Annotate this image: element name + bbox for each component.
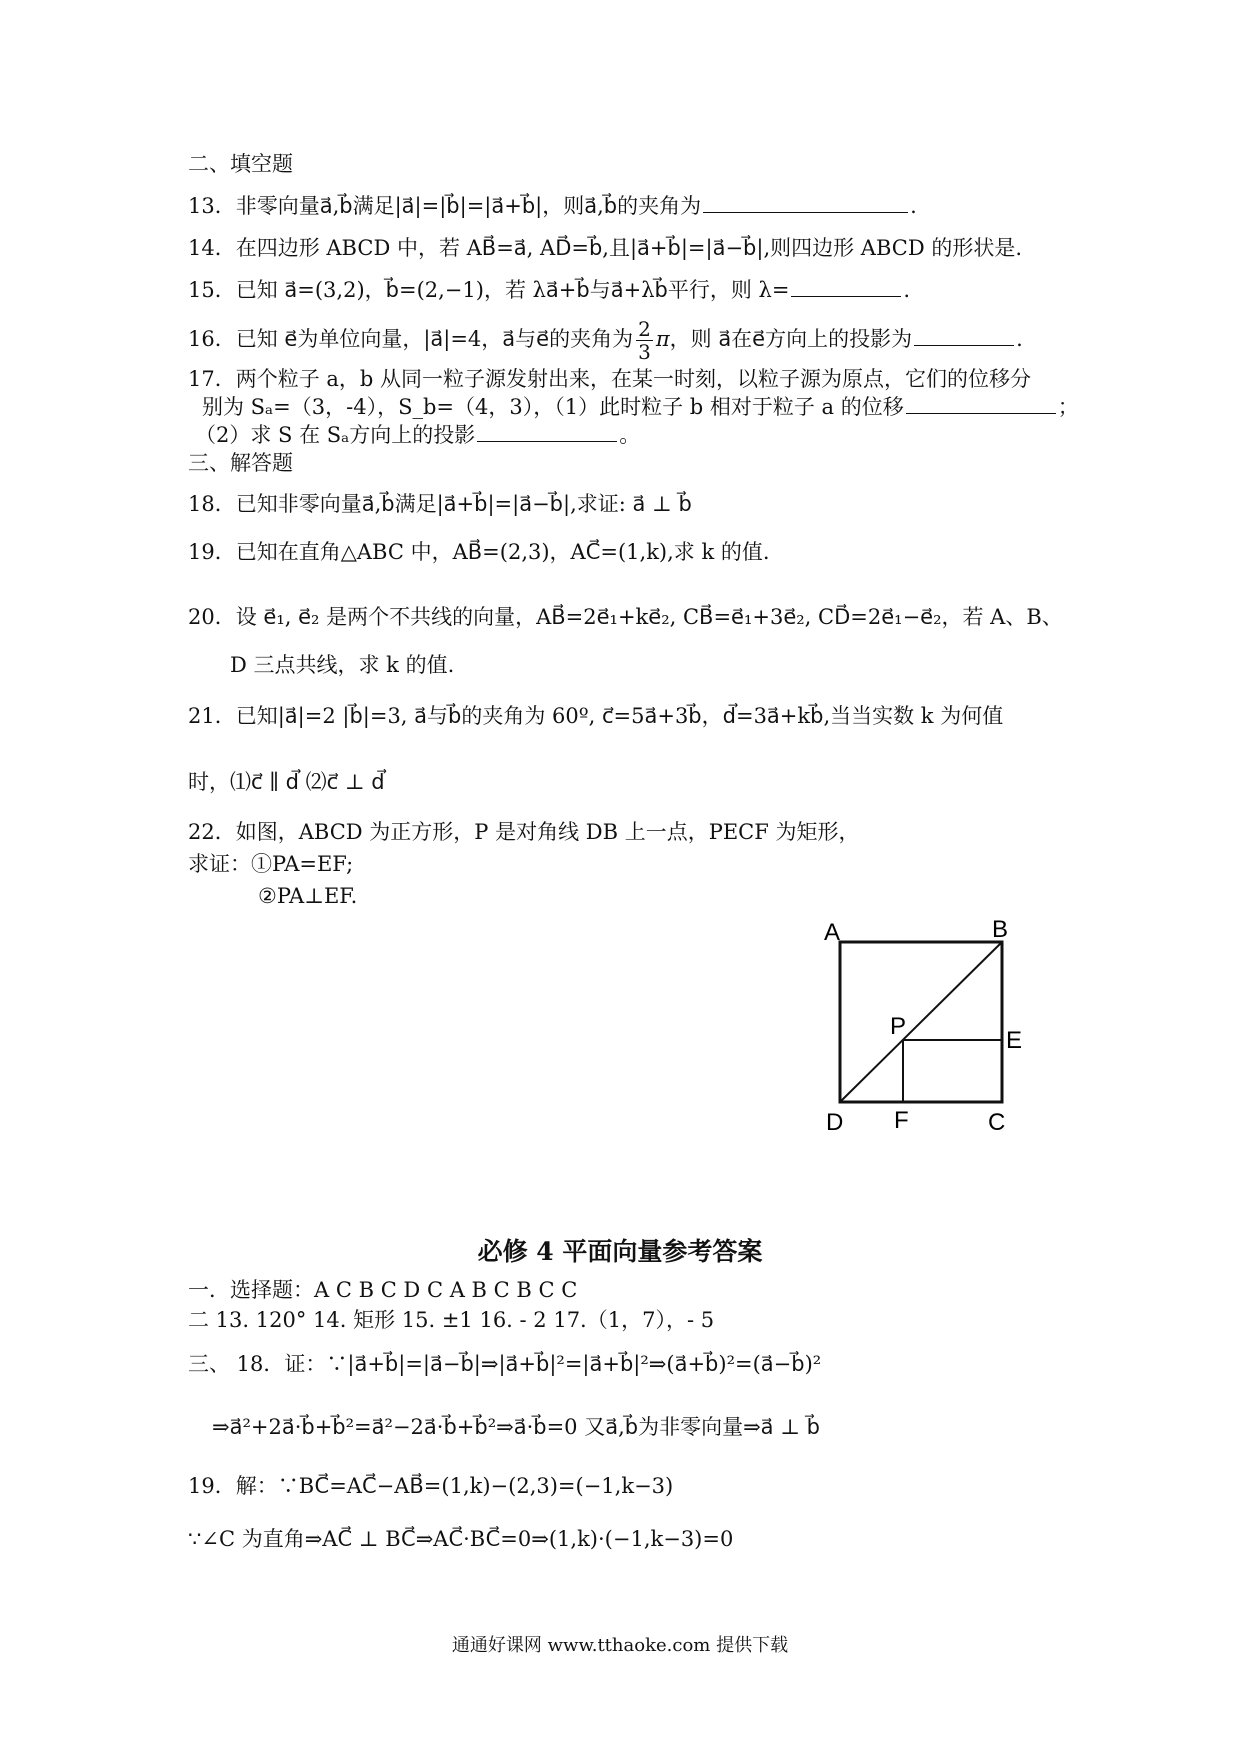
fraction-numerator: 2 <box>638 317 651 341</box>
question-19: 19．已知在直角△ABC 中，AB⃗=(2,3)，AC⃗=(1,k),求 k 的值. <box>188 540 770 564</box>
answers-line-4: ⇒a⃗²+2a⃗·b⃗+b⃗²=a⃗²−2a⃗·b⃗+b⃗²⇒a⃗·b⃗=0 又a⃗,b⃗为非零向量⇒a⃗ ⊥ b⃗ <box>212 1415 820 1439</box>
question-21-line-2: 时，⑴c⃗ ∥ d⃗ ⑵c⃗ ⊥ d⃗ <box>188 770 385 794</box>
question-17-line-2-text: 别为 Sₐ=（3，-4），S_b=（4，3），（1）此时粒子 b 相对于粒子 a 的位移 <box>202 395 904 419</box>
section2-heading: 二、填空题 <box>188 152 293 176</box>
label-f: F <box>894 1107 909 1134</box>
answers-line-2: 二 13. 120° 14. 矩形 15. ±1 16. - 2 17.（1，7），- 5 <box>188 1308 715 1332</box>
question-15-text: 15．已知 a⃗=(3,2)，b⃗=(2,−1)，若 λa⃗+b⃗与a⃗+λb⃗平行，则 λ= <box>188 278 790 302</box>
diagonal-db <box>840 942 1002 1102</box>
answers-line-3: 三、 18．证：∵|a⃗+b⃗|=|a⃗−b⃗|⇒|a⃗+b⃗|²=|a⃗+b⃗|²⇒(a⃗+b⃗)²=(a⃗−b⃗)² <box>188 1352 822 1376</box>
question-21-line-1: 21．已知|a⃗|=2 |b⃗|=3, a⃗与b⃗的夹角为 60º, c⃗=5a⃗+3b⃗，d⃗=3a⃗+kb⃗,当当实数 k 为何值 <box>188 704 1004 728</box>
question-20-line-1: 20．设 e⃗₁, e⃗₂ 是两个不共线的向量，AB⃗=2e⃗₁+ke⃗₂, CB⃗=e⃗₁+3e⃗₂, CD⃗=2e⃗₁−e⃗₂，若 A、B、 <box>188 605 1063 629</box>
answers-title: 必修 4 平面向量参考答案 <box>477 1237 763 1266</box>
answers-line-1: 一．选择题：A C B C D C A B C B C C <box>188 1278 578 1302</box>
fraction <box>636 318 653 363</box>
question-15-end: . <box>903 278 911 302</box>
question-17-line-2 <box>202 393 1079 421</box>
question-22-line-2: 求证：①PA=EF; <box>188 852 354 876</box>
question-22-line-3: ②PA⊥EF. <box>258 884 358 908</box>
question-15 <box>188 276 910 304</box>
question-22-line-1: 22．如图，ABCD 为正方形，P 是对角线 DB 上一点，PECF 为矩形， <box>188 820 860 844</box>
question-14-end: . <box>1015 236 1023 260</box>
pi-symbol: π <box>655 327 670 351</box>
question-14-text: 14．在四边形 ABCD 中，若 AB⃗=a⃗, AD⃗=b⃗,且|a⃗+b⃗|=|a⃗−b⃗|,则四边形 ABCD 的形状是 <box>188 236 1016 260</box>
label-b: B <box>992 916 1009 943</box>
question-13-end: . <box>910 194 917 218</box>
label-p: P <box>890 1013 907 1040</box>
footer: 通通好课网 www.tthaoke.com 提供下载 <box>451 1635 789 1656</box>
question-17-line-1: 17．两个粒子 a，b 从同一粒子源发射出来，在某一时刻，以粒子源为原点，它们的位移分 <box>188 367 1032 391</box>
answer-blank <box>703 194 908 213</box>
question-13 <box>188 192 917 220</box>
question-16-end: . <box>1016 327 1023 351</box>
label-e: E <box>1006 1027 1023 1054</box>
section3-heading: 三、解答题 <box>188 451 293 475</box>
answers-line-6: ∵∠C 为直角⇒AC⃗ ⊥ BC⃗⇒AC⃗·BC⃗=0⇒(1,k)·(−1,k−3)=0 <box>188 1527 734 1551</box>
question-16 <box>188 318 1023 363</box>
label-c: C <box>988 1109 1006 1136</box>
label-d: D <box>826 1109 844 1136</box>
answer-blank <box>914 327 1014 346</box>
fraction-denominator: 3 <box>638 340 651 364</box>
question-17-line-2-end: ； <box>1057 395 1079 419</box>
question-20-line-2: D 三点共线，求 k 的值. <box>230 653 455 677</box>
question-14 <box>188 234 1022 262</box>
question-16-text: 16．已知 e⃗为单位向量，|a⃗|=4，a⃗与e⃗的夹角为 <box>188 327 634 351</box>
answers-line-5: 19．解：∵BC⃗=AC⃗−AB⃗=(1,k)−(2,3)=(−1,k−3) <box>188 1474 674 1498</box>
answer-blank <box>906 395 1056 414</box>
label-a: A <box>824 919 841 946</box>
question-18: 18．已知非零向量a⃗,b⃗满足|a⃗+b⃗|=|a⃗−b⃗|,求证: a⃗ ⊥ b⃗ <box>188 492 692 516</box>
question-17-line-3-end: 。 <box>619 423 641 447</box>
answer-blank <box>791 278 901 297</box>
answer-blank <box>477 423 617 442</box>
question-17-line-3 <box>195 421 640 449</box>
question-13-text: 13．非零向量a⃗,b⃗满足|a⃗|=|b⃗|=|a⃗+b⃗|，则a⃗,b⃗的夹角为 <box>188 194 702 218</box>
question-16-text-post: ，则 a⃗在e⃗方向上的投影为 <box>669 327 913 351</box>
square-diagram <box>810 912 1040 1142</box>
question-17-line-3-text: （2）求 S 在 Sₐ方向上的投影 <box>195 423 476 447</box>
